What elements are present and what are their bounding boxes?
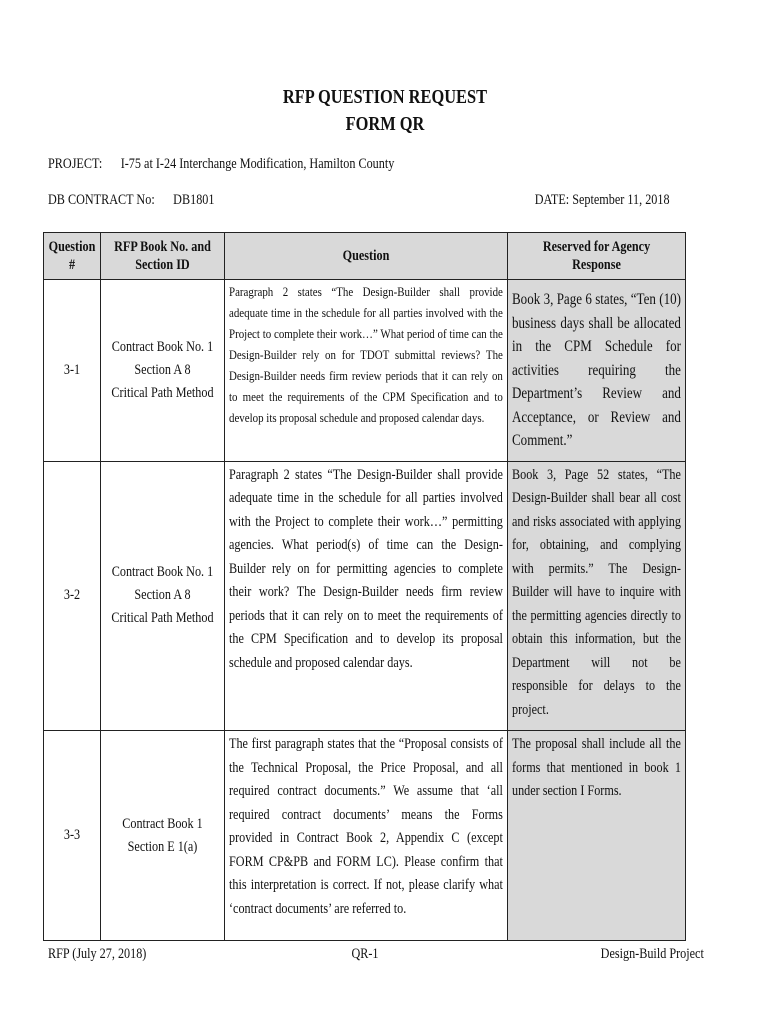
project-value: I-75 at I-24 Interchange Modification, Hamilton County [120,156,395,172]
contract-label: DB CONTRACT No: [48,192,155,208]
contract-value: DB1801 [173,192,215,208]
rfp-reference: Contract Book No. 1 Section A 8 Critical Path Method [101,461,225,731]
form-date: DATE: September 11, 2018 [535,192,670,208]
project-line [48,156,394,173]
header-question-number: Question # [44,233,101,280]
form-title-line1: RFP QUESTION REQUEST [282,86,488,108]
header-agency-response: Reserved for Agency Response [508,233,686,280]
footer-project-type: Design-Build Project [600,946,704,962]
agency-response: Book 3, Page 52 states, “The Design-Builder shall bear all cost and risks associated with applying for, obtaining, and complying with permits.” The Design-Builder will have to inquire with the permitting agencies directly to obtain this information, but the Department will not be responsible for delays to the project. [508,461,686,731]
question-table [43,232,686,941]
footer-page-number: QR-1 [351,946,379,962]
agency-response: The proposal shall include all the forms that mentioned in book 1 under section I Forms. [508,731,686,941]
question-number: 3-2 [44,461,101,731]
form-title [69,84,700,138]
project-label: PROJECT: [48,156,103,172]
rfp-reference: Contract Book 1 Section E 1(a) [101,731,225,941]
question-text: Paragraph 2 states “The Design-Builder shall provide adequate time in the schedule for all parties involved with the Project to complete their work…” permitting agencies. What period(s) of time can the Design-Builder rely on for permitting agencies to complete their work? The Design-Builder needs firm review periods that it can rely on to meet the requirements of the CPM Specification and to develop its proposal schedule and proposed calendar days. [225,461,508,731]
rfp-reference: Contract Book No. 1 Section A 8 Critical Path Method [101,280,225,462]
form-title-line2: FORM QR [345,113,425,135]
contract-line [48,192,214,209]
question-number: 3-1 [44,280,101,462]
table-row [44,280,686,462]
question-text: Paragraph 2 states “The Design-Builder shall provide adequate time in the schedule for all parties involved with the Project to complete their work…” What period of time can the Design-Builder rely on for TDOT submittal reviews? The Design-Builder needs firm review periods that it can rely on to meet the requirements of the CPM Specification and to develop its proposal schedule and proposed calendar days. [225,280,508,462]
question-text: The first paragraph states that the “Proposal consists of the Technical Proposal, the Price Proposal, and all required contract documents.” We assume that ‘all required contract documents’ means the Forms provided in Contract Book 2, Appendix C (except FORM CP&PB and FORM LC). Please confirm that this interpretation is correct. If not, please clarify what ‘contract documents’ are referred to. [225,731,508,941]
table-row [44,731,686,941]
header-rfp-book-section: RFP Book No. and Section ID [101,233,225,280]
question-number: 3-3 [44,731,101,941]
table-row [44,461,686,731]
header-question: Question [225,233,508,280]
agency-response: Book 3, Page 6 states, “Ten (10) business days shall be allocated in the CPM Schedule for activities requiring the Department’s Review and Acceptance, or Review and Comment.” [508,280,686,462]
footer-rfp-date: RFP (July 27, 2018) [48,946,147,962]
table-header-row [44,233,686,280]
